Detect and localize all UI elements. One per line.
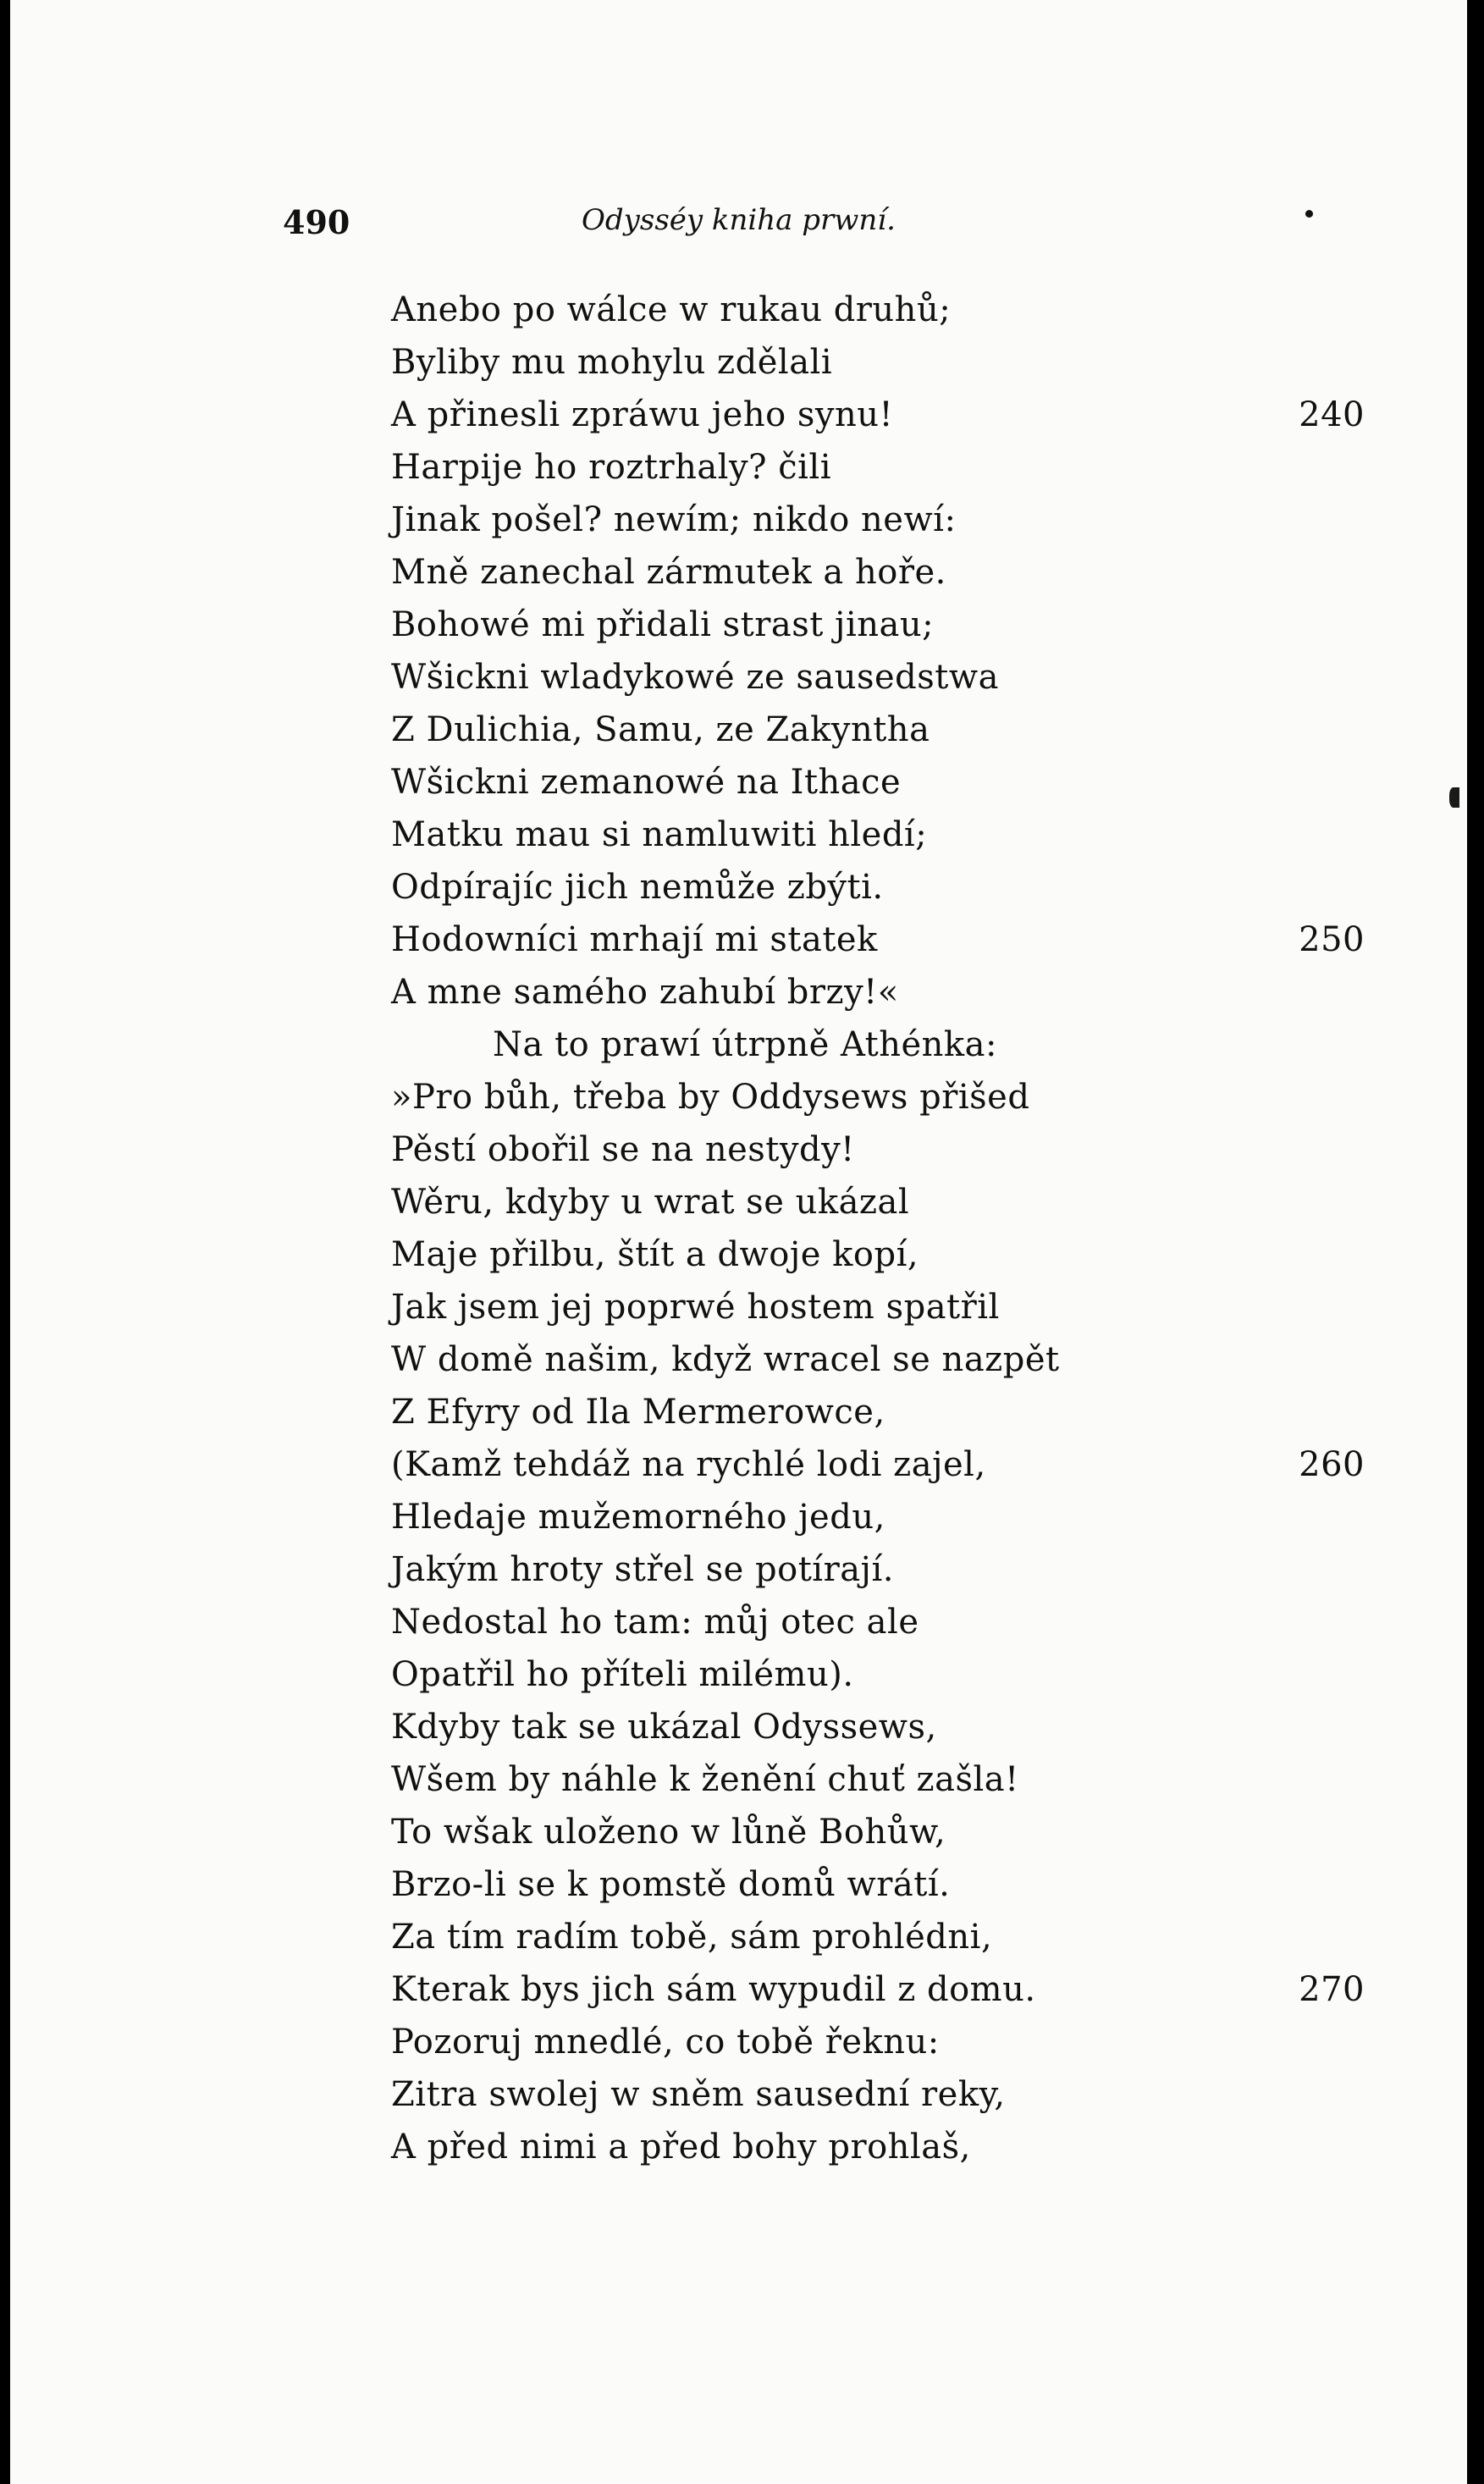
verse-line-text: Mně zanechal zármutek a hoře.: [391, 553, 946, 592]
line-number: 270: [1299, 1970, 1365, 2009]
verse-line-text: Maje přilbu, štít a dwoje kopí,: [391, 1235, 919, 1274]
verse-line: [391, 1806, 1365, 1858]
verse-line: [391, 441, 1365, 494]
verse-line-text: Hledaje mužemorného jedu,: [391, 1498, 885, 1537]
verse-line: [391, 1911, 1365, 1963]
verse-line-text: Opatřil ho příteli milému).: [391, 1655, 854, 1694]
verse-line: [391, 599, 1365, 651]
line-number: 240: [1299, 395, 1365, 434]
verse-line-text: Harpije ho roztrhaly? čili: [391, 448, 832, 487]
verse-line-text: Pěstí obořil se na nestydy!: [391, 1130, 855, 1169]
verse-line: [391, 2121, 1365, 2173]
verse-line-text: Pozoruj mnedlé, co tobě řeknu:: [391, 2023, 940, 2062]
verse-line-text: Odpírajíc jich nemůže zbýti.: [391, 868, 884, 907]
verse-line: [391, 1701, 1365, 1753]
verse-line: [391, 756, 1365, 809]
verse-line: [391, 809, 1365, 861]
verse-line-text: Jinak pošel? newím; nikdo newí:: [391, 500, 957, 539]
verse-line: [391, 546, 1365, 599]
verse-line: [391, 1176, 1365, 1228]
verse-line: [391, 1333, 1365, 1386]
verse-line-text: Wěru, kdyby u wrat se ukázal: [391, 1183, 910, 1222]
verse-line: [391, 1281, 1365, 1333]
verse-line: [391, 336, 1365, 389]
verse-line-text: A mne samého zahubí brzy!«: [391, 973, 899, 1012]
verse-line: [391, 1386, 1365, 1438]
page-edge-mark: [1449, 787, 1459, 808]
verse-line: [391, 1963, 1365, 2016]
verse-line-text: Za tím radím tobě, sám prohlédni,: [391, 1918, 993, 1957]
verse-line-text: Kdyby tak se ukázal Odyssews,: [391, 1708, 937, 1747]
verse-line: [391, 1123, 1365, 1176]
running-title: Odysséy kniha prwní.: [582, 203, 896, 237]
verse-line: [391, 914, 1365, 966]
verse-line-text: »Pro bůh, třeba by Oddysews přišed: [391, 1078, 1030, 1117]
verse-line: [391, 861, 1365, 914]
verse-line-text: Bohowé mi přidali strast jinau;: [391, 605, 935, 644]
verse-line: [391, 966, 1365, 1018]
verse-line: [391, 1753, 1365, 1806]
page-header: [10, 203, 1467, 241]
verse-line-text: Zitra swolej w sněm sausední reky,: [391, 2075, 1006, 2114]
header-dot-mark: [1305, 210, 1313, 218]
verse-line: [391, 651, 1365, 704]
verse-line-text: Hodowníci mrhají mi statek: [391, 920, 878, 959]
verse-line: [391, 1071, 1365, 1123]
verse-block: [391, 284, 1365, 2173]
verse-line-text: (Kamž tehdáž na rychlé lodi zajel,: [391, 1445, 986, 1484]
book-page: [10, 0, 1467, 2484]
verse-line-text: A přinesli zpráwu jeho synu!: [391, 395, 894, 434]
verse-line: [391, 1438, 1365, 1491]
verse-line: [391, 1491, 1365, 1543]
verse-line-text: Kterak bys jich sám wypudil z domu.: [391, 1970, 1036, 2009]
verse-line: [391, 1018, 1365, 1071]
verse-line-text: Matku mau si namluwiti hledí;: [391, 815, 928, 854]
verse-line-text: Wšickni zemanowé na Ithace: [391, 763, 902, 802]
verse-line: [391, 704, 1365, 756]
verse-line-text: Anebo po wálce w rukau druhů;: [391, 290, 952, 329]
verse-line-text: To wšak uloženo w lůně Bohůw,: [391, 1813, 946, 1852]
verse-line-text: Nedostal ho tam: můj otec ale: [391, 1603, 919, 1642]
verse-line-text: Wšickni wladykowé ze sausedstwa: [391, 658, 999, 697]
line-number: 250: [1299, 920, 1365, 959]
verse-line-text: Brzo-li se k pomstě domů wrátí.: [391, 1865, 951, 1904]
verse-line-text: Na to prawí útrpně Athénka:: [493, 1025, 997, 1064]
verse-line-text: W domě našim, když wracel se nazpět: [391, 1340, 1060, 1379]
verse-line-text: Wšem by náhle k ženění chuť zašla!: [391, 1760, 1019, 1799]
verse-line-text: Jak jsem jej poprwé hostem spatřil: [391, 1288, 1000, 1327]
verse-line: [391, 1543, 1365, 1596]
verse-line-text: Byliby mu mohylu zdělali: [391, 343, 833, 382]
verse-line: [391, 1648, 1365, 1701]
line-number: 260: [1299, 1445, 1365, 1484]
verse-line: [391, 2016, 1365, 2068]
verse-line: [391, 389, 1365, 441]
verse-line-text: A před nimi a před bohy prohlaš,: [391, 2128, 971, 2167]
verse-line: [391, 1596, 1365, 1648]
verse-line: [391, 1228, 1365, 1281]
page-number: 490: [283, 203, 350, 241]
verse-line-text: Z Dulichia, Samu, ze Zakyntha: [391, 710, 930, 749]
verse-line: [391, 494, 1365, 546]
verse-line-text: Jakým hroty střel se potírají.: [391, 1550, 894, 1589]
verse-line: [391, 2068, 1365, 2121]
verse-line: [391, 1858, 1365, 1911]
verse-line-text: Z Efyry od Ila Mermerowce,: [391, 1393, 885, 1432]
verse-line: [391, 284, 1365, 336]
